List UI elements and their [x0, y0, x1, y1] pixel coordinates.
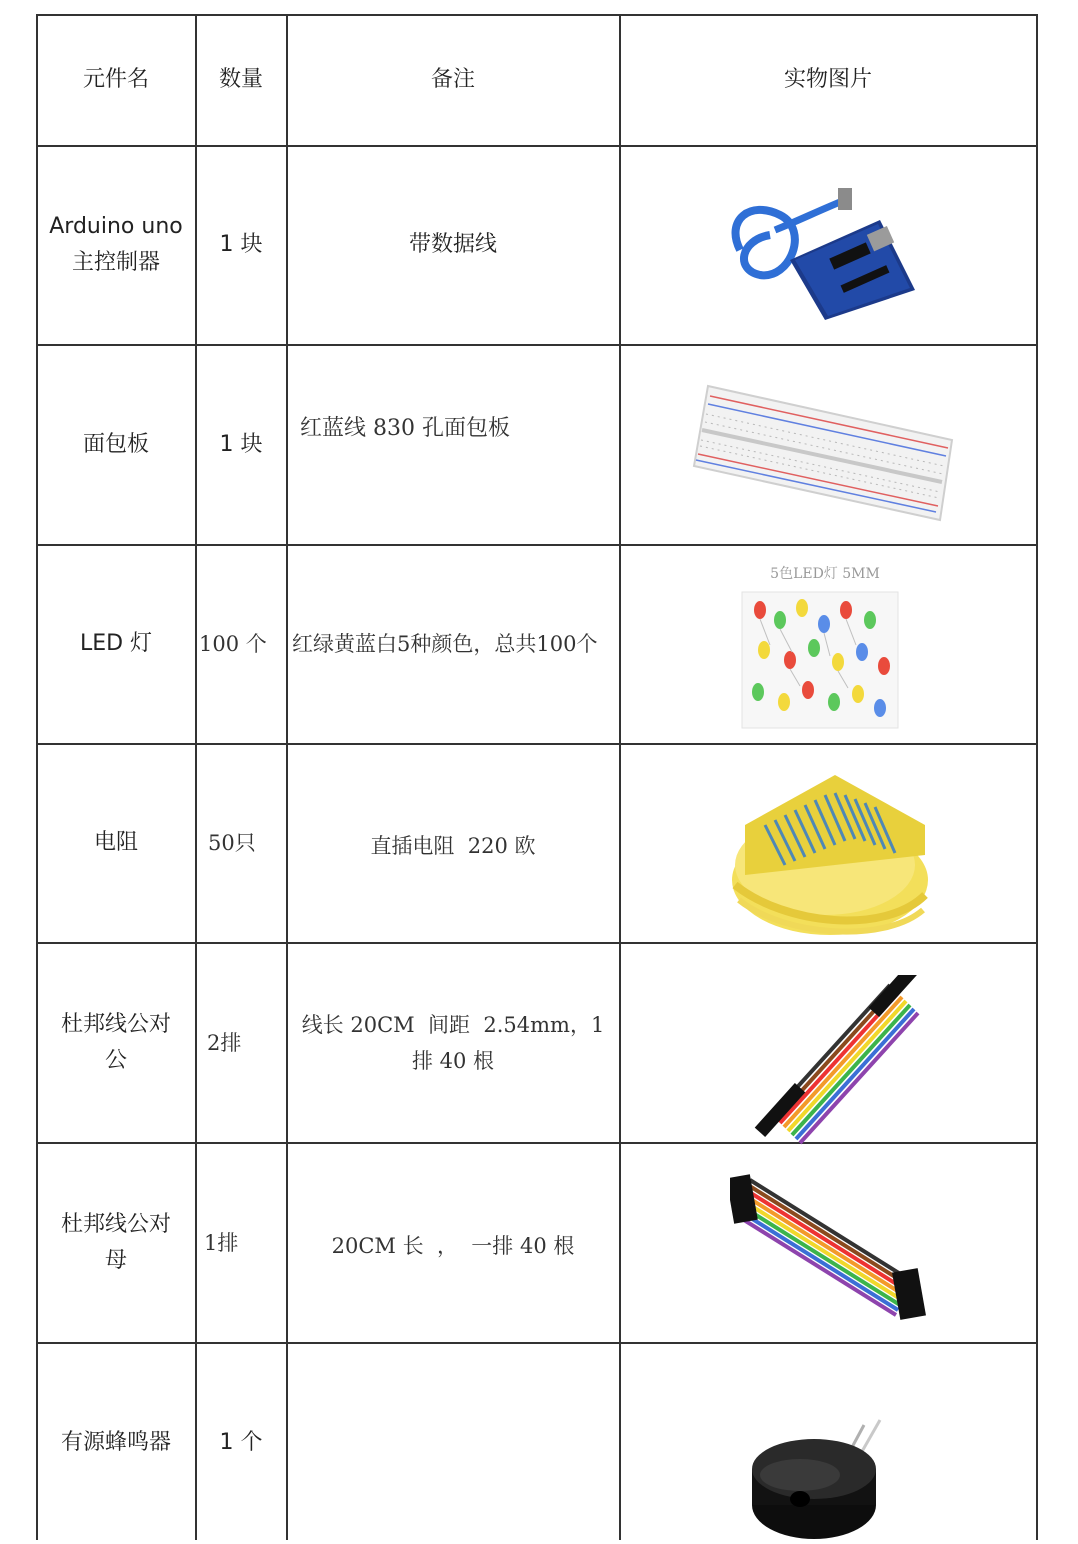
table-row-note	[287, 943, 619, 1142]
header-name: 元件名	[82, 67, 149, 92]
component-name-line1: 杜邦线公对	[60, 1211, 171, 1237]
component-qty: 1 个	[219, 1429, 263, 1455]
column-divider	[619, 14, 621, 1540]
component-name-line2: 主控制器	[71, 250, 160, 275]
breadboard-icon	[690, 378, 960, 528]
table-row-name	[37, 1143, 195, 1342]
component-qty: 1排	[204, 1230, 239, 1255]
arduino-board-icon	[720, 180, 920, 325]
component-name: 面包板	[82, 431, 149, 457]
component-name: LED 灯	[79, 631, 153, 656]
component-qty: 50只	[208, 831, 256, 855]
component-qty: 100 个	[199, 632, 267, 656]
component-note-line2: 排 40 根	[411, 1048, 495, 1073]
dupont-wire-female-icon	[730, 1170, 930, 1320]
led-bag-icon	[740, 590, 900, 730]
component-note: 红绿黄蓝白5种颜色，总共100个	[292, 632, 598, 656]
component-name-line2: 公	[104, 1047, 127, 1073]
component-qty: 1 块	[219, 232, 263, 257]
component-note: 红蓝线 830 孔面包板	[300, 416, 510, 441]
component-qty: 2排	[207, 1030, 242, 1055]
component-name: 电阻	[93, 830, 138, 855]
header-photo: 实物图片	[783, 67, 872, 92]
component-name-line1: 杜邦线公对	[60, 1011, 171, 1037]
component-note: 带数据线	[408, 232, 497, 257]
table-border	[1036, 14, 1038, 1540]
header-qty: 数量	[218, 67, 263, 92]
buzzer-icon	[750, 1415, 890, 1540]
component-note-line1: 线长 20CM 间距 2.54mm，1	[301, 1012, 605, 1037]
component-name-line2: 母	[104, 1247, 127, 1273]
component-name: 有源蜂鸣器	[60, 1429, 171, 1455]
dupont-wire-icon	[750, 975, 920, 1145]
table-row-name	[37, 146, 195, 344]
table-row-name	[37, 943, 195, 1142]
header-note: 备注	[430, 67, 475, 92]
photo-caption: 5色LED灯 5MM	[770, 566, 880, 582]
component-note: 20CM 长 ， 一排 40 根	[331, 1234, 575, 1258]
component-qty: 1 块	[219, 431, 263, 457]
resistor-reel-icon	[725, 765, 935, 940]
component-note: 直插电阻 220 欧	[370, 834, 536, 858]
component-note	[287, 1343, 619, 1542]
component-name-line1: Arduino uno	[49, 214, 183, 239]
